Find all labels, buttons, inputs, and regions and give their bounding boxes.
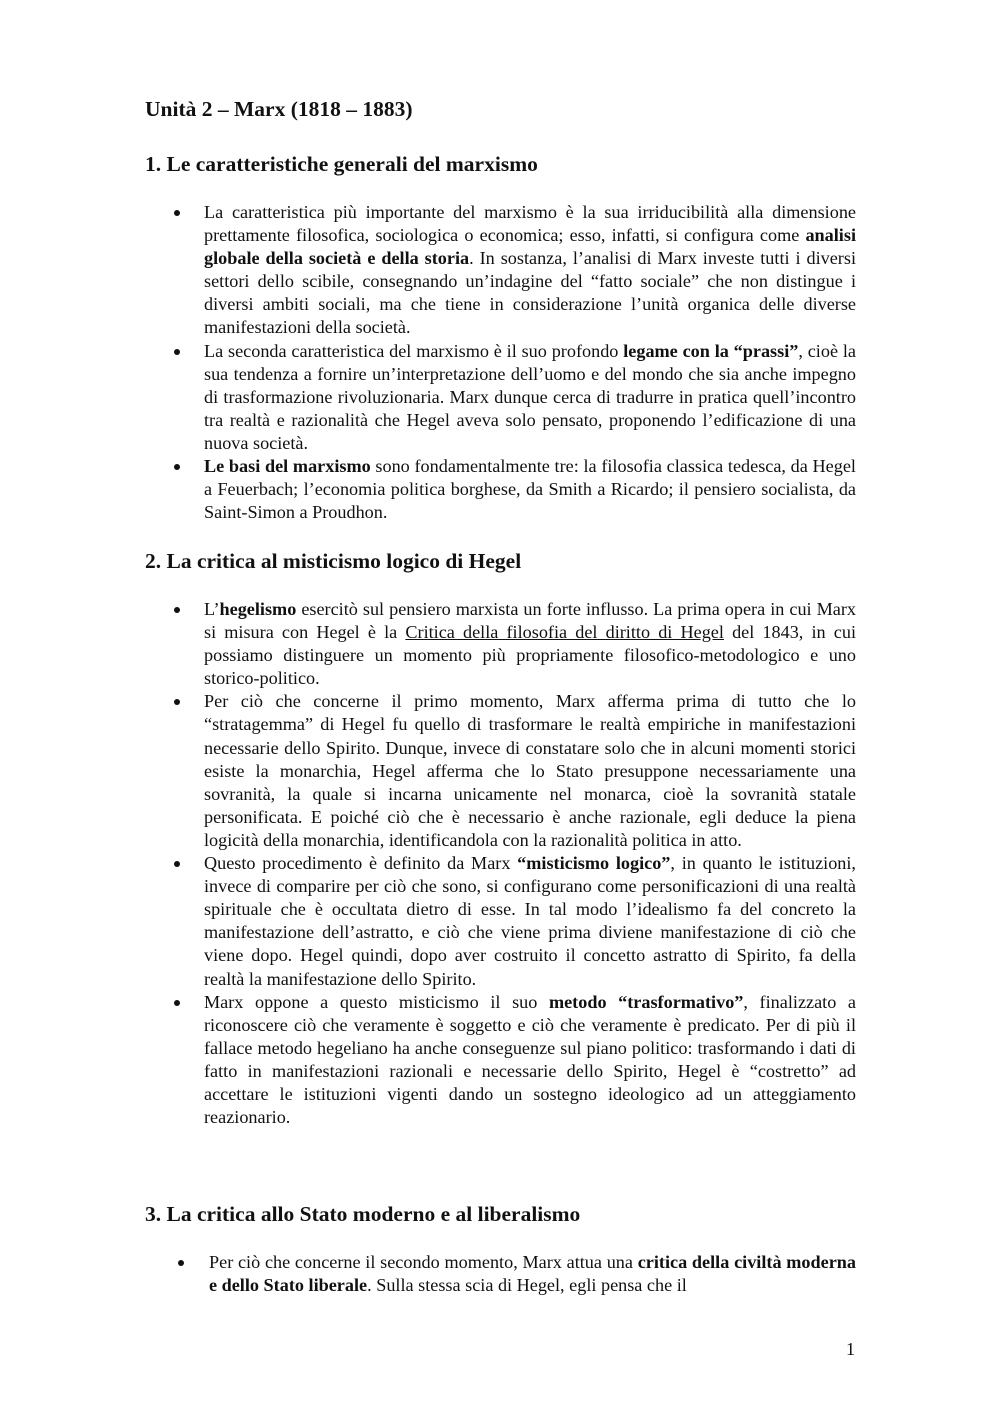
bullet-dot-icon xyxy=(178,1260,184,1266)
bullet-text xyxy=(204,852,856,991)
text-run: . In sostanza, l’analisi di Marx investe tutti i diversi settori dello scibile, consegnando un’indagine del “fatto sociale” che non distingue i diversi ambiti sociali, ma che tiene in considerazione l’unità organica delle diverse manifestazioni della società. xyxy=(204,248,856,338)
bullet-item xyxy=(0,991,856,1130)
bullet-item xyxy=(0,340,856,455)
bullet-text xyxy=(204,690,856,852)
text-run: sono fondamentalmente tre: la filosofia classica tedesca, da Hegel a Feuerbach; l’economia politica borghese, da Smith a Ricardo; il pensiero socialista, da Saint-Simon a Proudhon. xyxy=(204,456,856,523)
bullet-item xyxy=(0,455,856,524)
text-run: , cioè la sua tendenza a fornire un’interpretazione dell’uomo e del mondo che sia anche impegno di trasformazione rivoluzionaria. Marx dunque cerca di tradurre in pratica quell’incontro tra realtà e razionalità che Hegel aveva solo pensato, proponendo l’edificazione di una nuova società. xyxy=(204,340,856,453)
bullet-item xyxy=(0,852,856,991)
bold-text: legame con la “prassi” xyxy=(623,340,799,361)
bold-text: hegelismo xyxy=(219,599,297,619)
text-run: Per ciò che concerne il primo momento, Marx afferma prima di tutto che lo “stratagemma” di Hegel fu quello di trasformare le realtà empiriche in manifestazioni necessarie dello Spirito. Dunque, invece di constatare solo che in alcuni momenti storici esiste la monarchia, Hegel afferma che lo Stato presuppone necessariamente una sovranità, la quale si incarna unicamente nel monarca, cioè la sovranità statale personificata. E poiché ciò che è necessario è anche razionale, egli deduce la piena logicità della monarchia, identificandola con la razionalità politica in atto. xyxy=(204,691,856,850)
bullet-dot-icon xyxy=(174,1000,180,1006)
text-run: L’ xyxy=(204,599,220,619)
page-number: 1 xyxy=(846,1339,855,1359)
bold-text: critica della civiltà moderna e dello Stato liberale xyxy=(209,1252,856,1296)
bullet-item xyxy=(0,598,856,690)
text-run: Marx oppone a questo misticismo il suo xyxy=(204,991,549,1012)
bullet-dot-icon xyxy=(174,699,180,705)
bullet-dot-icon xyxy=(174,607,180,613)
bullet-text xyxy=(204,455,856,524)
bold-text: metodo “trasformativo” xyxy=(548,991,744,1012)
bullet-dot-icon xyxy=(174,210,180,216)
text-run: . Sulla stessa scia di Hegel, egli pensa che il xyxy=(367,1275,687,1296)
text-run: , finalizzato a riconoscere ciò che veramente è soggetto e ciò che veramente è predicato. Per di più il fallace metodo hegeliano ha anche conseguenze sul piano politico: trasformando i dati di fatto in manifestazioni razionali e necessarie dello Spirito, Hegel è “costretto” ad accettare le istituzioni vigenti dando un sostegno ideologico ad un atteggiamento reazionario. xyxy=(204,991,856,1128)
bold-text: Le basi del marxismo xyxy=(204,456,371,477)
underlined-title: Critica della filosofia del diritto di Hegel xyxy=(405,622,724,643)
section-heading-3: 3. La critica allo Stato moderno e al liberalismo xyxy=(145,1202,581,1226)
section-heading-2: 2. La critica al misticismo logico di Hegel xyxy=(145,549,522,573)
bullet-dot-icon xyxy=(174,464,180,470)
bold-text: “misticismo logico” xyxy=(517,853,671,874)
text-run: , in quanto le istituzioni, invece di comparire per ciò che sono, si configurano come personificazioni di una realtà spirituale che è occultata dietro di esse. In tal modo l’idealismo fa del concreto la manifestazione dell’astratto, e ciò che viene prima diviene manifestazione di ciò che viene dopo. Hegel quindi, dopo aver costruito il concetto astratto di Spirito, fa della realtà la manifestazione dello Spirito. xyxy=(204,853,856,989)
bullet-dot-icon xyxy=(174,861,180,867)
bold-text: analisi globale della società e della storia xyxy=(204,225,856,269)
text-run: del 1843, in cui possiamo distinguere un momento più propriamente filosofico-metodologico e uno storico-politico. xyxy=(204,622,856,689)
text-run: La caratteristica più importante del marxismo è la sua irriducibilità alla dimensione prettamente filosofica, sociologica o economica; esso, infatti, si configura come xyxy=(204,202,856,246)
bullet-text xyxy=(204,201,856,340)
bullet-item xyxy=(0,201,856,340)
bullet-text xyxy=(204,991,856,1130)
text-run: Per ciò che concerne il secondo momento, Marx attua una xyxy=(209,1252,638,1272)
section-2-list xyxy=(0,598,856,1129)
text-run: esercitò sul pensiero marxista un forte influsso. La prima opera in cui Marx si misura con Hegel è la xyxy=(204,599,856,643)
bullet-item xyxy=(0,690,856,852)
text-run: Questo procedimento è definito da Marx xyxy=(204,853,518,874)
bullet-text xyxy=(209,1251,856,1297)
text-run: La seconda caratteristica del marxismo è il suo profondo xyxy=(204,340,624,361)
bullet-item xyxy=(0,1251,856,1297)
bullet-text xyxy=(204,598,856,690)
bullet-dot-icon xyxy=(174,349,180,355)
section-3-list xyxy=(0,1251,856,1297)
section-heading-1: 1. Le caratteristiche generali del marxismo xyxy=(145,152,538,176)
section-1-list xyxy=(0,201,856,524)
document-title: Unità 2 – Marx (1818 – 1883) xyxy=(145,97,413,121)
bullet-text xyxy=(204,340,856,455)
